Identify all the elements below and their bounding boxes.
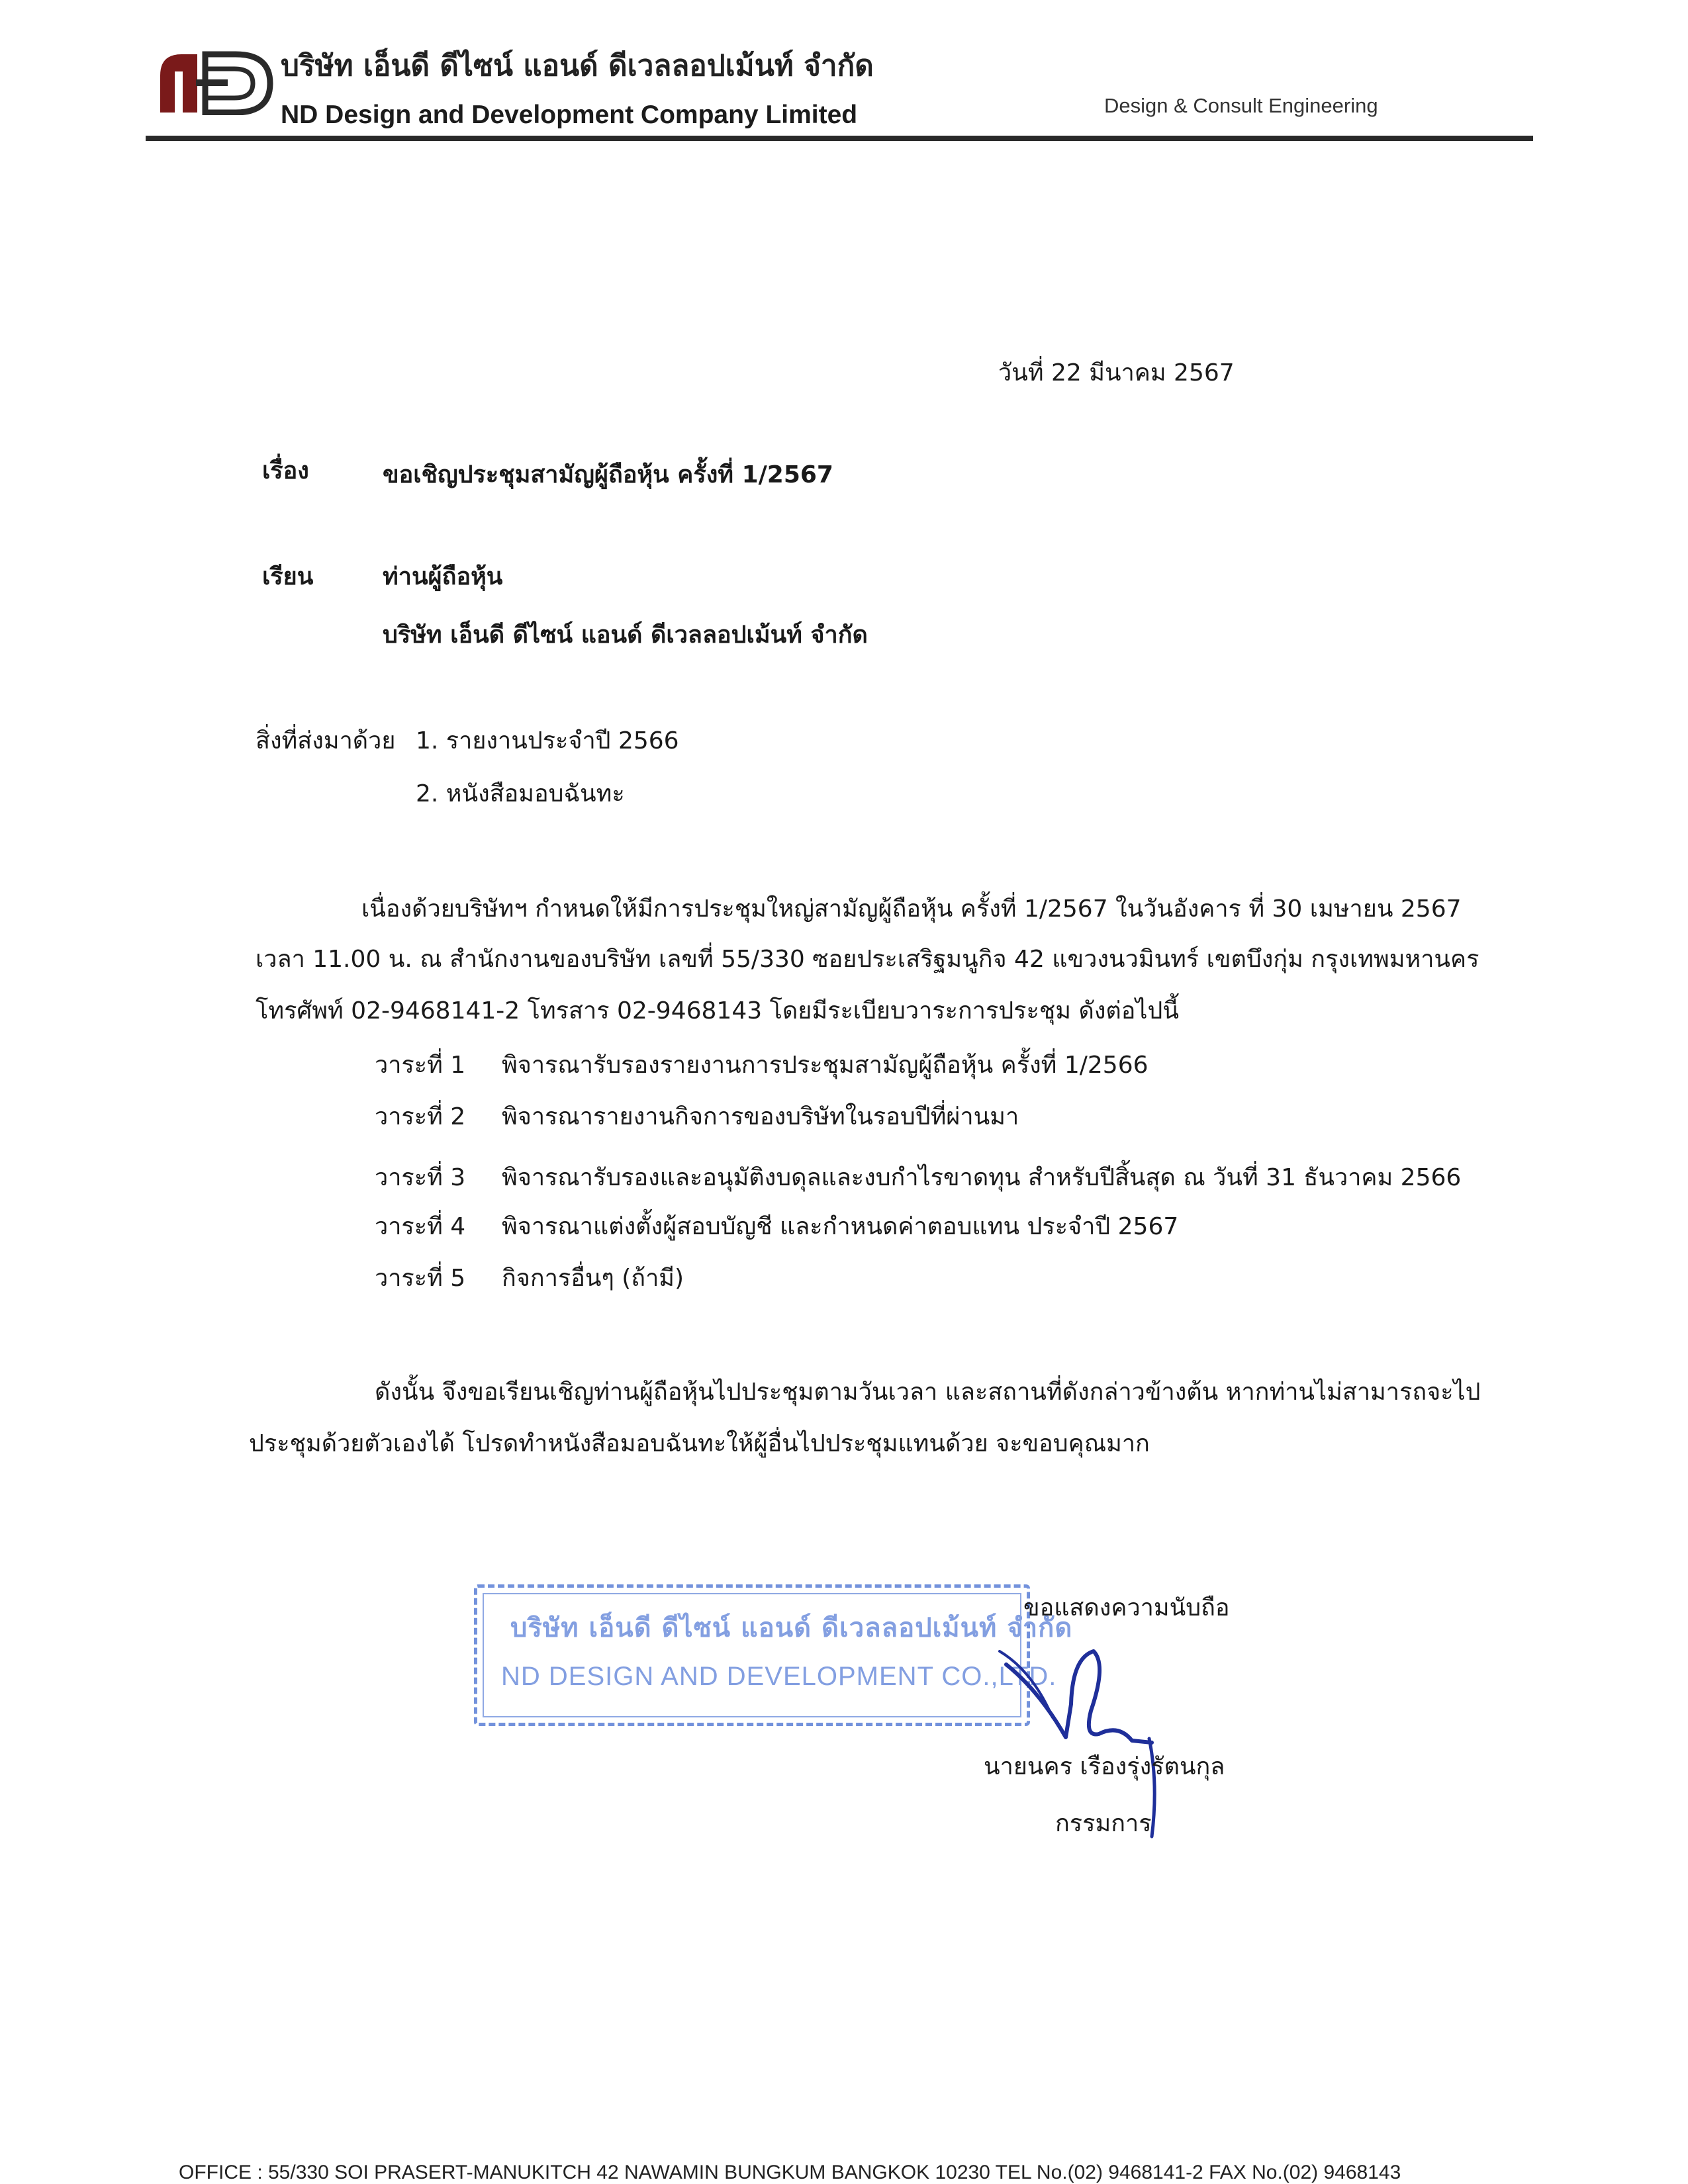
company-logo-icon: [156, 49, 274, 115]
recipient-label: เรียน: [262, 563, 314, 590]
agenda-text: กิจการอื่นๆ (ถ้ามี): [502, 1265, 684, 1292]
company-name-thai: บริษัท เอ็นดี ดีไซน์ แอนด์ ดีเวลลอปเม้นท์ จำกัด: [281, 49, 874, 83]
agenda-text: พิจารณาแต่งตั้งผู้สอบบัญชี และกำหนดค่าตอบแทน ประจำปี 2567: [502, 1213, 1179, 1240]
stamp-text-english: ND DESIGN AND DEVELOPMENT CO.,LTD.: [501, 1662, 1057, 1691]
footer-address: OFFICE : 55/330 SOI PRASERT-MANUKITCH 42 NAWAMIN BUNGKUM BANGKOK 10230 TEL No.(02) 9468141-2 FAX No.(02) 9468143: [179, 2161, 1401, 2183]
signer-name: นายนคร เรืองรุ่งรัตนกุล: [984, 1753, 1225, 1780]
signer-title: กรรมการ: [1055, 1810, 1152, 1837]
agenda-text: พิจารณารับรองรายงานการประชุมสามัญผู้ถือหุ้น ครั้งที่ 1/2566: [502, 1052, 1149, 1079]
stamp-text-thai: บริษัท เอ็นดี ดีไซน์ แอนด์ ดีเวลลอปเม้นท์ จำกัด: [510, 1613, 1073, 1643]
body-paragraph-line: โทรศัพท์ 02-9468141-2 โทรสาร 02-9468143 โดยมีระเบียบวาระการประชุม ดังต่อไปนี้: [256, 997, 1179, 1024]
body-paragraph-line: เนื่องด้วยบริษัทฯ กำหนดให้มีการประชุมใหญ่สามัญผู้ถือหุ้น ครั้งที่ 1/2567 ในวันอังคาร ที่ 30 เมษายน 2567: [361, 895, 1462, 923]
agenda-text: พิจารณารายงานกิจการของบริษัทในรอบปีที่ผ่านมา: [502, 1103, 1019, 1130]
agenda-text: พิจารณารับรองและอนุมัติงบดุลและงบกำไรขาดทุน สำหรับปีสิ้นสุด ณ วันที่ 31 ธันวาคม 2566: [502, 1164, 1462, 1191]
company-stamp: [474, 1584, 1073, 1726]
enclosure-item: 1. รายงานประจำปี 2566: [416, 727, 679, 754]
body-paragraph-line: เวลา 11.00 น. ณ สำนักงานของบริษัท เลขที่ 55/330 ซอยประเสริฐมนูกิจ 42 แขวงนวมินทร์ เขตบึงกุ่ม กรุงเทพมหานคร: [256, 946, 1479, 973]
body-paragraph-line: ประชุมด้วยตัวเองได้ โปรดทำหนังสือมอบฉันทะให้ผู้อื่นไปประชุมแทนด้วย จะขอบคุณมาก: [249, 1430, 1150, 1457]
agenda-number: วาระที่ 3: [375, 1164, 466, 1191]
letterhead-divider: [146, 136, 1533, 141]
agenda-number: วาระที่ 5: [375, 1265, 466, 1292]
subject-label: เรื่อง: [262, 457, 309, 484]
subject-text: ขอเชิญประชุมสามัญผู้ถือหุ้น ครั้งที่ 1/2567: [383, 461, 833, 488]
closing-salutation: ขอแสดงความนับถือ: [1023, 1594, 1230, 1621]
agenda-number: วาระที่ 4: [375, 1213, 466, 1240]
enclosure-item: 2. หนังสือมอบฉันทะ: [416, 780, 625, 807]
company-tagline: Design & Consult Engineering: [1104, 94, 1378, 117]
agenda-number: วาระที่ 2: [375, 1103, 466, 1130]
letter-date: วันที่ 22 มีนาคม 2567: [998, 359, 1235, 387]
agenda-number: วาระที่ 1: [375, 1052, 466, 1079]
enclosure-label: สิ่งที่ส่งมาด้วย: [256, 727, 396, 754]
recipient-line-1: ท่านผู้ถือหุ้น: [383, 563, 503, 590]
body-paragraph-line: ดังนั้น จึงขอเรียนเชิญท่านผู้ถือหุ้นไปประชุมตามวันเวลา และสถานที่ดังกล่าวข้างต้น หากท่านไม่สามารถจะไป: [375, 1379, 1481, 1406]
company-name-english: ND Design and Development Company Limited: [281, 101, 858, 129]
recipient-line-2: บริษัท เอ็นดี ดีไซน์ แอนด์ ดีเวลลอปเม้นท์ จำกัด: [383, 621, 868, 649]
